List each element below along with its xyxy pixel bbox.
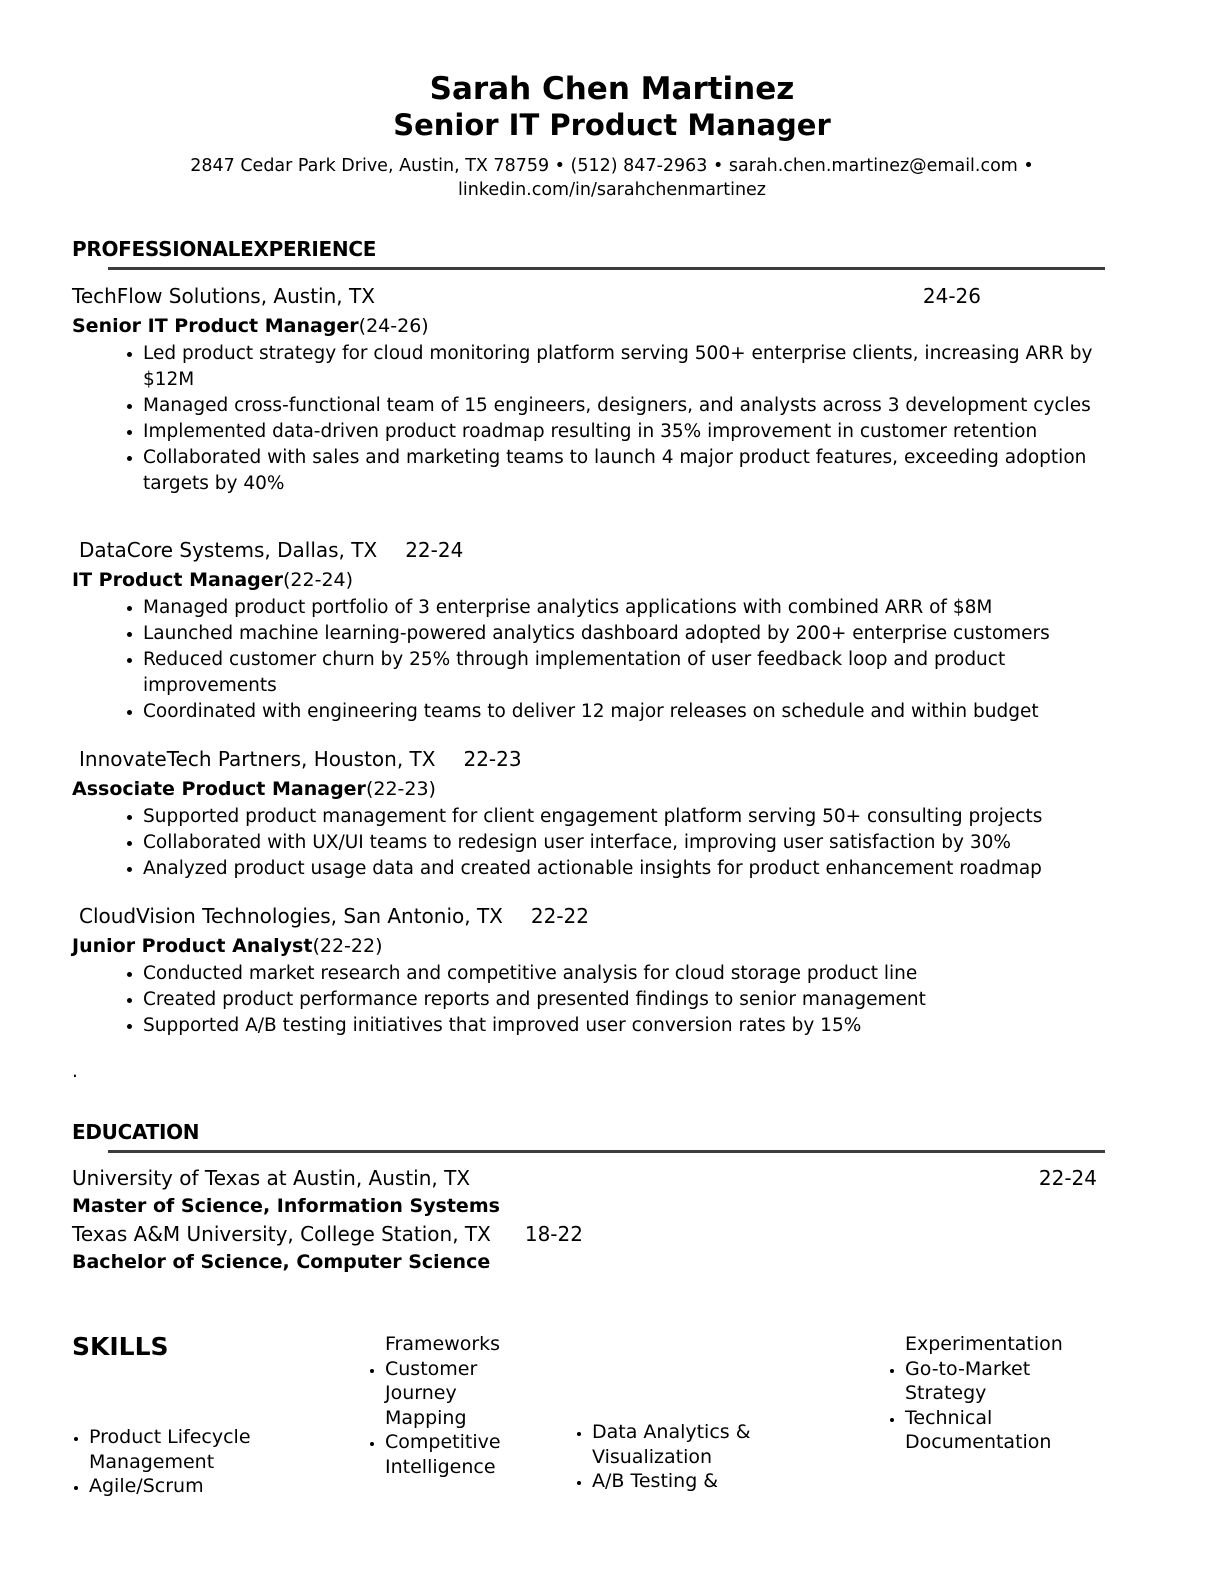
experience-rule: [108, 267, 1105, 270]
education-heading: EDUCATION: [72, 1120, 200, 1144]
job-title-line: [72, 313, 1105, 339]
experience-section: [72, 236, 1105, 1039]
job-title: Senior IT Product Manager: [72, 315, 359, 337]
bullet-item: • Collaborated with UX/UI teams to redesign user interface, improving user satisfaction by 30%: [143, 830, 1105, 856]
contact-line-1: 2847 Cedar Park Drive, Austin, TX 78759 • (512) 847-2963 • sarah.chen.martinez@email.com •: [190, 156, 1034, 176]
skill-item: • Go-to-Market Strategy: [905, 1357, 1116, 1406]
bullet-item: • Analyzed product usage data and created actionable insights for product enhancement roadmap: [143, 856, 1105, 882]
resume-body: [72, 236, 1105, 1584]
bullet-item: • Coordinated with engineering teams to deliver 12 major releases on schedule and within budget: [143, 699, 1105, 725]
skill-list: [888, 1357, 1116, 1455]
skills-section: [72, 1332, 1105, 1584]
candidate-title: Senior IT Product Manager: [393, 108, 831, 142]
job-title-dates: (24-26): [358, 315, 429, 337]
job-dates: 24-26: [922, 284, 981, 308]
bullet-item: • Implemented data-driven product roadmap resulting in 35% improvement in customer retention: [143, 419, 1105, 445]
bullet-item: • Supported A/B testing initiatives that improved user conversion rates by 15%: [143, 1013, 1105, 1039]
bullet-item: • Conducted market research and competitive analysis for cloud storage product line: [143, 961, 1105, 987]
company-line: [72, 902, 1105, 930]
skill-item: • Agile/Scrum: [89, 1474, 252, 1499]
job-entry: [72, 745, 1105, 882]
skills-column-2: [368, 1332, 504, 1479]
skill-list: [72, 1425, 252, 1499]
job-bullets: [72, 961, 1105, 1039]
company-line: [72, 282, 1105, 310]
candidate-name: Sarah Chen Martinez: [429, 71, 795, 107]
job-title-line: [72, 567, 1105, 593]
degree: Master of Science, Information Systems: [72, 1195, 500, 1217]
bullet-item: • Managed cross-functional team of 15 engineers, designers, and analysts across 3 development cycles: [143, 393, 1105, 419]
job-bullets: [72, 804, 1105, 882]
bullet-item: • Launched machine learning-powered analytics dashboard adopted by 200+ enterprise customers: [143, 621, 1105, 647]
school-name: University of Texas at Austin, Austin, TX: [72, 1166, 471, 1190]
skill-continuation: Frameworks: [385, 1333, 501, 1355]
skills-column-1: [72, 1332, 252, 1499]
skills-columns: [72, 1332, 1105, 1584]
skill-list: [575, 1420, 755, 1494]
skill-item: • A/B Testing &: [592, 1469, 755, 1494]
company-name: TechFlow Solutions, Austin, TX: [72, 284, 375, 308]
company-name: CloudVision Technologies, San Antonio, TX: [79, 904, 503, 928]
job-title-line: [72, 776, 1105, 802]
job-dates: 22-23: [463, 747, 522, 771]
job-title: Associate Product Manager: [72, 778, 366, 800]
school-line: [72, 1220, 1105, 1248]
edu-dates: 22-24: [1038, 1166, 1097, 1190]
job-bullets: [72, 341, 1105, 497]
edu-dates: 18-22: [524, 1222, 583, 1246]
company-name: DataCore Systems, Dallas, TX: [79, 538, 378, 562]
skill-list: [368, 1357, 504, 1480]
skill-item: • Data Analytics & Visualization: [592, 1420, 755, 1469]
education-entries: [72, 1164, 1105, 1276]
resume-header: [0, 0, 1224, 202]
job-entry: [72, 536, 1105, 725]
bullet-item: • Created product performance reports and presented findings to senior management: [143, 987, 1105, 1013]
skills-column-3: [575, 1420, 755, 1494]
job-title-dates: (22-23): [365, 778, 436, 800]
school-name: Texas A&M University, College Station, TX: [72, 1222, 491, 1246]
skill-continuation: Experimentation: [905, 1333, 1063, 1355]
job-title: Junior Product Analyst: [72, 935, 313, 957]
stray-period: .: [72, 1061, 78, 1082]
contact-line-2: linkedin.com/in/sarahchenmartinez: [458, 180, 766, 200]
job-title-dates: (22-24): [283, 569, 354, 591]
skill-item: • Customer Journey Mapping: [385, 1357, 504, 1431]
degree: Bachelor of Science, Computer Science: [72, 1251, 491, 1273]
company-line: [72, 745, 1105, 773]
job-dates: 22-22: [530, 904, 590, 928]
job-title: IT Product Manager: [72, 569, 284, 591]
job-bullets: [72, 595, 1105, 725]
education-section: [72, 1119, 1105, 1276]
bullet-item: • Managed product portfolio of 3 enterprise analytics applications with combined ARR of $8M: [143, 595, 1105, 621]
bullet-item: • Reduced customer churn by 25% through implementation of user feedback loop and product improvements: [143, 647, 1105, 699]
bullet-item: • Led product strategy for cloud monitoring platform serving 500+ enterprise clients, increasing ARR by $12M: [143, 341, 1105, 393]
skills-heading: SKILLS: [72, 1332, 169, 1361]
job-title-line: [72, 933, 1105, 959]
bullet-item: • Supported product management for client engagement platform serving 50+ consulting projects: [143, 804, 1105, 830]
skill-item: • Product Lifecycle Management: [89, 1425, 252, 1474]
school-line: [72, 1164, 1105, 1192]
job-title-dates: (22-22): [312, 935, 383, 957]
bullet-item: • Collaborated with sales and marketing teams to launch 4 major product features, exceeding adoption targets by 40%: [143, 445, 1105, 497]
job-entry: [72, 282, 1105, 497]
company-line: [72, 536, 1105, 564]
education-rule: [108, 1150, 1105, 1153]
company-name: InnovateTech Partners, Houston, TX: [79, 747, 436, 771]
skill-item: • Technical Documentation: [905, 1406, 1116, 1455]
contact-info: [0, 154, 1224, 202]
job-entry: [72, 902, 1105, 1039]
experience-heading: PROFESSIONALEXPERIENCE: [72, 237, 377, 261]
skill-item: • Competitive Intelligence: [385, 1430, 504, 1479]
job-dates: 22-24: [405, 538, 464, 562]
skills-column-4: [888, 1332, 1116, 1455]
